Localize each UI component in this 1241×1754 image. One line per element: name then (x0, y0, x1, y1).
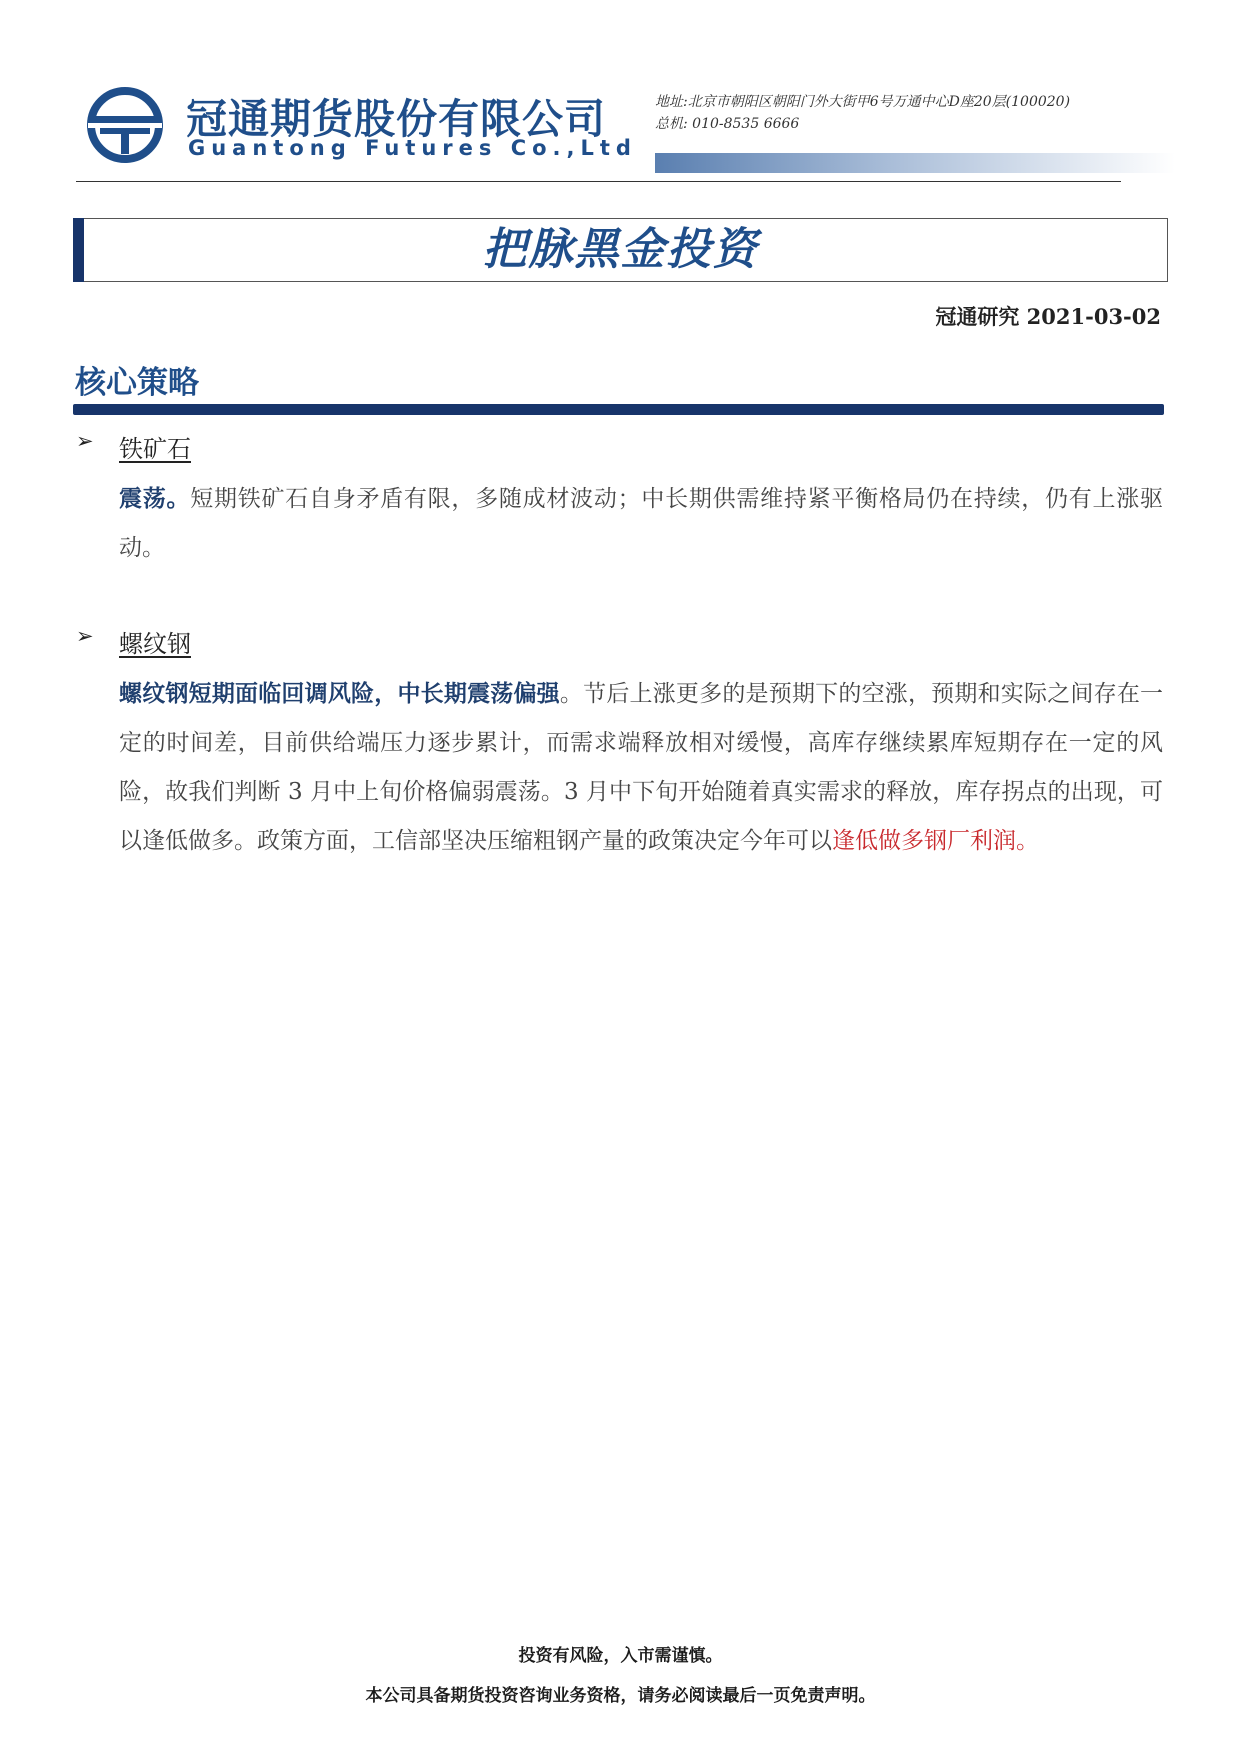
item-heading: 螺纹钢 (119, 630, 191, 658)
item-highlight: 逢低做多钢厂利润。 (832, 828, 1039, 854)
header-divider (76, 181, 1121, 182)
header-gradient-bar (655, 153, 1175, 173)
disclaimer-note: 本公司具备期货投资咨询业务资格，请务必阅读最后一页免责声明。 (365, 1686, 876, 1706)
item-body (119, 669, 1163, 866)
risk-warning: 投资有风险，入市需谨慎。 (518, 1646, 723, 1666)
item-text: 节后上涨更多的是预期下的空涨，预期和实际之间存在一定的时间差，目前供给端压力逐步累计，而需求端释放相对缓慢，高库存继续累库短期存在一定的风险，故我们判断 3 月中上旬价格偏弱震荡。3 月中下旬开始随着真实需求的释放，库存拐点的出现，可以逢低做多。政策方面，工信部坚决压缩粗钢产量的政策决定今年可以 (119, 681, 1164, 854)
report-title: 把脉黑金投资 (482, 224, 759, 275)
item-heading: 铁矿石 (119, 435, 191, 463)
company-name-cn: 冠通期货股份有限公司 (186, 95, 606, 143)
section-divider (73, 404, 1164, 415)
arrow-bullet-icon: ➢ (76, 624, 94, 648)
contact-info (655, 91, 1070, 135)
item-lead: 螺纹钢短期面临回调风险，中长期震荡偏强 (119, 680, 560, 707)
item-text: 短期铁矿石自身矛盾有限，多随成材波动；中长期供需维持紧平衡格局仍在持续，仍有上涨驱动。 (119, 486, 1164, 561)
phone-text: 总机: 010-8535 6666 (655, 116, 800, 132)
item-lead: 震荡。 (119, 485, 191, 512)
company-name-en: Guantong Futures Co.,Ltd (188, 136, 637, 160)
address-text: 地址:北京市朝阳区朝阳门外大街甲6号万通中心D座20层(100020) (655, 94, 1071, 110)
company-logo-icon (86, 86, 164, 164)
report-date: 冠通研究 2021-03-02 (935, 304, 1161, 329)
item-body (119, 474, 1163, 573)
section-title: 核心策略 (75, 365, 199, 401)
arrow-bullet-icon: ➢ (76, 429, 94, 453)
item-lead-tail: 。 (559, 681, 584, 707)
